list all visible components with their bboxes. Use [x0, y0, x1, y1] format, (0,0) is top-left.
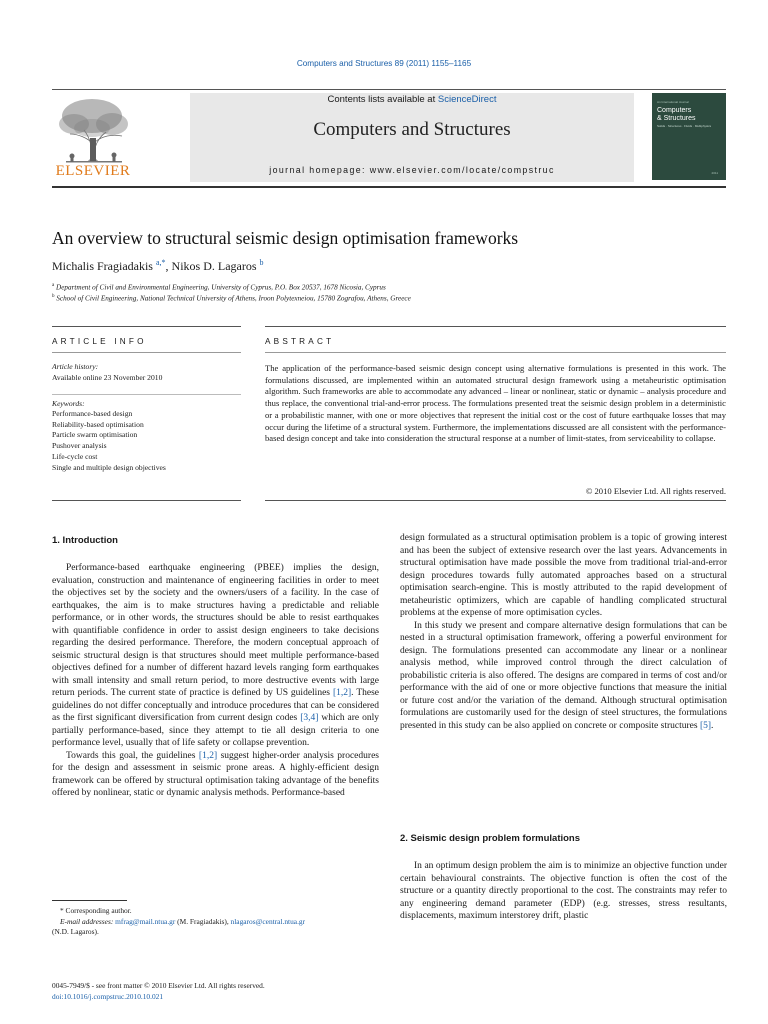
keyword-item: Life-cycle cost [52, 451, 98, 461]
affiliation-b [52, 294, 411, 302]
email-owner: (M. Fragiadakis), [175, 916, 231, 926]
header-bottom-rule [52, 186, 726, 188]
email-label: E-mail addresses: [60, 916, 116, 926]
cover-year: 2011 [711, 171, 718, 175]
body-column-right [400, 532, 727, 732]
article-info-bottom-rule [52, 500, 241, 501]
contents-prefix: Contents lists available at [327, 94, 438, 105]
body-paragraph: In an optimum design problem the aim is to minimize an objective function under certain behavioural constraints. The objective function is often the cost of the structure or a quantity directly proportional to the cost. The constraints may refer to any engineering demand parameter (EDP) (e.g. stresses, stress resultants, displacements, maximum interstorey drift, plastic [400, 861, 727, 921]
paragraph-text: . These guidelines do not differ conceptually and introduce procedures that can be considered as the first significant diversification from current design codes [52, 688, 380, 723]
section-heading-introduction: 1. Introduction [52, 535, 118, 546]
keyword-item: Pushover analysis [52, 441, 107, 451]
paragraph-text: which are only partially performance-based, since they attempt to tie all design criteria to one performance level, usually that of life safety or collapse prevention. [52, 713, 379, 748]
body-column-right-section2 [400, 860, 727, 923]
keyword-item: Single and multiple design objectives [52, 462, 166, 472]
abstract-heading: ABSTRACT [265, 337, 335, 346]
abstract-copyright: © 2010 Elsevier Ltd. All rights reserved. [585, 486, 726, 496]
keywords-label: Keywords: [52, 399, 85, 408]
reference-link[interactable]: [1,2] [198, 750, 218, 761]
email-link[interactable]: mfrag@mail.ntua.gr [115, 916, 176, 926]
article-history-value: Available online 23 November 2010 [52, 373, 163, 382]
reference-link[interactable]: [5] [699, 720, 712, 731]
affiliation-mark: a [52, 283, 55, 288]
article-history-label: Article history: [52, 362, 99, 371]
body-paragraph [52, 750, 379, 800]
cover-tagline: An International Journal [657, 100, 689, 104]
author-separator: , [165, 259, 172, 273]
abstract-top-rule [265, 326, 726, 327]
reference-link[interactable]: [3,4] [300, 713, 319, 723]
author-name: Michalis Fragiadakis [52, 259, 153, 273]
author-list [52, 258, 264, 274]
front-matter-line: 0045-7949/$ - see front matter © 2010 Elsevier Ltd. All rights reserved. [52, 981, 265, 990]
header-top-rule [52, 89, 726, 90]
doi-link[interactable]: doi:10.1016/j.compstruc.2010.10.021 [52, 991, 164, 1001]
reference-link[interactable]: [1,2] [332, 688, 352, 698]
article-info-heading: ARTICLE INFO [52, 337, 147, 346]
sciencedirect-link[interactable]: ScienceDirect [437, 94, 497, 105]
keyword-list [52, 409, 166, 473]
abstract-bottom-rule [265, 500, 726, 501]
abstract-divider [265, 352, 726, 353]
body-paragraph [400, 620, 727, 733]
elsevier-wordmark: ELSEVIER [55, 163, 131, 179]
cover-title-line2: & Structures [657, 114, 696, 122]
body-column-left [52, 562, 379, 800]
affiliation-mark: b [52, 294, 55, 299]
article-info-divider [52, 352, 241, 353]
affiliation-text: Department of Civil and Environmental Engineering, University of Cyprus, P.O. Box 20537, 1678 Nicosia, Cyprus [56, 283, 386, 292]
cover-title-line1: Computers [657, 107, 692, 114]
paragraph-text: Performance-based earthquake engineering (PBEE) implies the design, evaluation, construction and maintenance of engineering facilities in order to meet the objectives set by the society and the owners/users of a facility. In the case of earthquakes, the aim is to make structures having a predictable and reliable performance, or in other words, the structures should be able to resist earthquakes with quantifiable confidence in order to assist design engineers to take decisions regarding the desired performance. Therefore, the modern conceptual approach of seismic structural design is that structures should meet multiple performance-based objectives defined for a number of different hazard levels ranging form earthquakes with small intensity and small return period, to more destructive events with large return periods. The current state of practice is defined by US guidelines [52, 563, 379, 698]
abstract-text: The application of the performance-based seismic design concept using alternative formulations is presented in this work. The formulations discussed, are implemented within an automated structural design framework using a metaheuristic optimisation algorithm. Such frameworks are able to accommodate any advanced – linear or nonlinear, static or dynamic – analysis procedure and thus replace, the conventional trial-and-error process. The formulations presented treat the seismic design problem in a deterministic or a probabilistic manner, with one or more objectives that represent the initial cost or the cost of future earthquake losses that may occur during the lifetime of a structural system. Furthermore, the implementations discussed are all consistent with the performance-based design concept and take into consideration the structural response at a number of limit-states, from serviceability to collapse. [265, 363, 726, 444]
footnotes [52, 906, 392, 938]
front-matter [52, 981, 265, 1002]
section-heading-formulations: 2. Seismic design problem formulations [400, 833, 581, 844]
email-link[interactable]: nlagaros@central.ntua.gr [230, 916, 306, 926]
body-paragraph: design formulated as a structural optimisation problem is a topic of growing interest and has been the subject of extensive research over the last years. Advancements in structural optimisation have made possible the move from traditional trial-and-error design procedures towards fully automated approaches based on a structural optimisation search-engine. This is mostly attributed to the rapid development of metaheuristic optimizers, which are capable of handling complicated structural problems at the expense of more optimisation cycles. [400, 533, 727, 618]
email-addresses [52, 917, 392, 928]
journal-cover-thumbnail[interactable] [652, 93, 726, 180]
paragraph-text: Towards this goal, the guidelines [66, 750, 199, 761]
affiliation-a [52, 283, 386, 291]
journal-homepage[interactable]: journal homepage: www.elsevier.com/locate/compstruc [269, 165, 555, 175]
keyword-item: Reliability-based optimisation [52, 419, 144, 429]
affiliation-text: School of Civil Engineering, National Technical University of Athens, Iroon Polytexneiou, 15780 Zografou, Athens, Greece [56, 294, 411, 303]
keyword-item: Particle swarm optimisation [52, 430, 138, 440]
corresponding-author-note: * Corresponding author. [60, 906, 132, 915]
author-affiliation-mark[interactable]: a,* [155, 258, 166, 267]
contents-line [190, 94, 634, 105]
paragraph-text: . [711, 720, 714, 731]
paragraph-text: In this study we present and compare alternative design formulations that can be nested in a structural optimisation framework, offering a powerful environment for design. The formulations presented can accommodate any linear or a nonlinear analysis method, while improved control through the direct calculation of probabilistic criteria is also offered. The designs are compared in terms of cost and/or performance with the aid of one or more objective functions that measure the initial or future cost and/or the variation of the demand. Although structural optimisation formulations are customarily used for the design of steel structures, the formulations presented in this study can be also applied on concrete or composite structures [400, 620, 727, 731]
journal-title: Computers and Structures [313, 119, 511, 140]
author-name: Nikos D. Lagaros [171, 259, 257, 273]
keyword-item: Performance-based design [52, 409, 133, 418]
paragraph-text: suggest higher-order analysis procedures for the design and assessment in seismic prone areas. A highly-efficient design framework can be offered by structural optimisation taking advantage of the benefits offered by nonlinear, static or dynamic analysis methods. Performance-based [52, 750, 379, 798]
journal-citation[interactable]: Computers and Structures 89 (2011) 1155–1165 [296, 59, 472, 68]
article-info-top-rule [52, 326, 241, 327]
paper-title: An overview to structural seismic design optimisation frameworks [52, 228, 519, 248]
email-owner: (N.D. Lagaros). [52, 927, 99, 936]
author-affiliation-mark[interactable]: b [259, 258, 264, 267]
history-divider [52, 394, 241, 395]
body-paragraph [52, 562, 379, 750]
footnote-rule [52, 900, 127, 901]
cover-subtitle: Solids · Structures · Fluids · Multiphysics [657, 124, 712, 128]
